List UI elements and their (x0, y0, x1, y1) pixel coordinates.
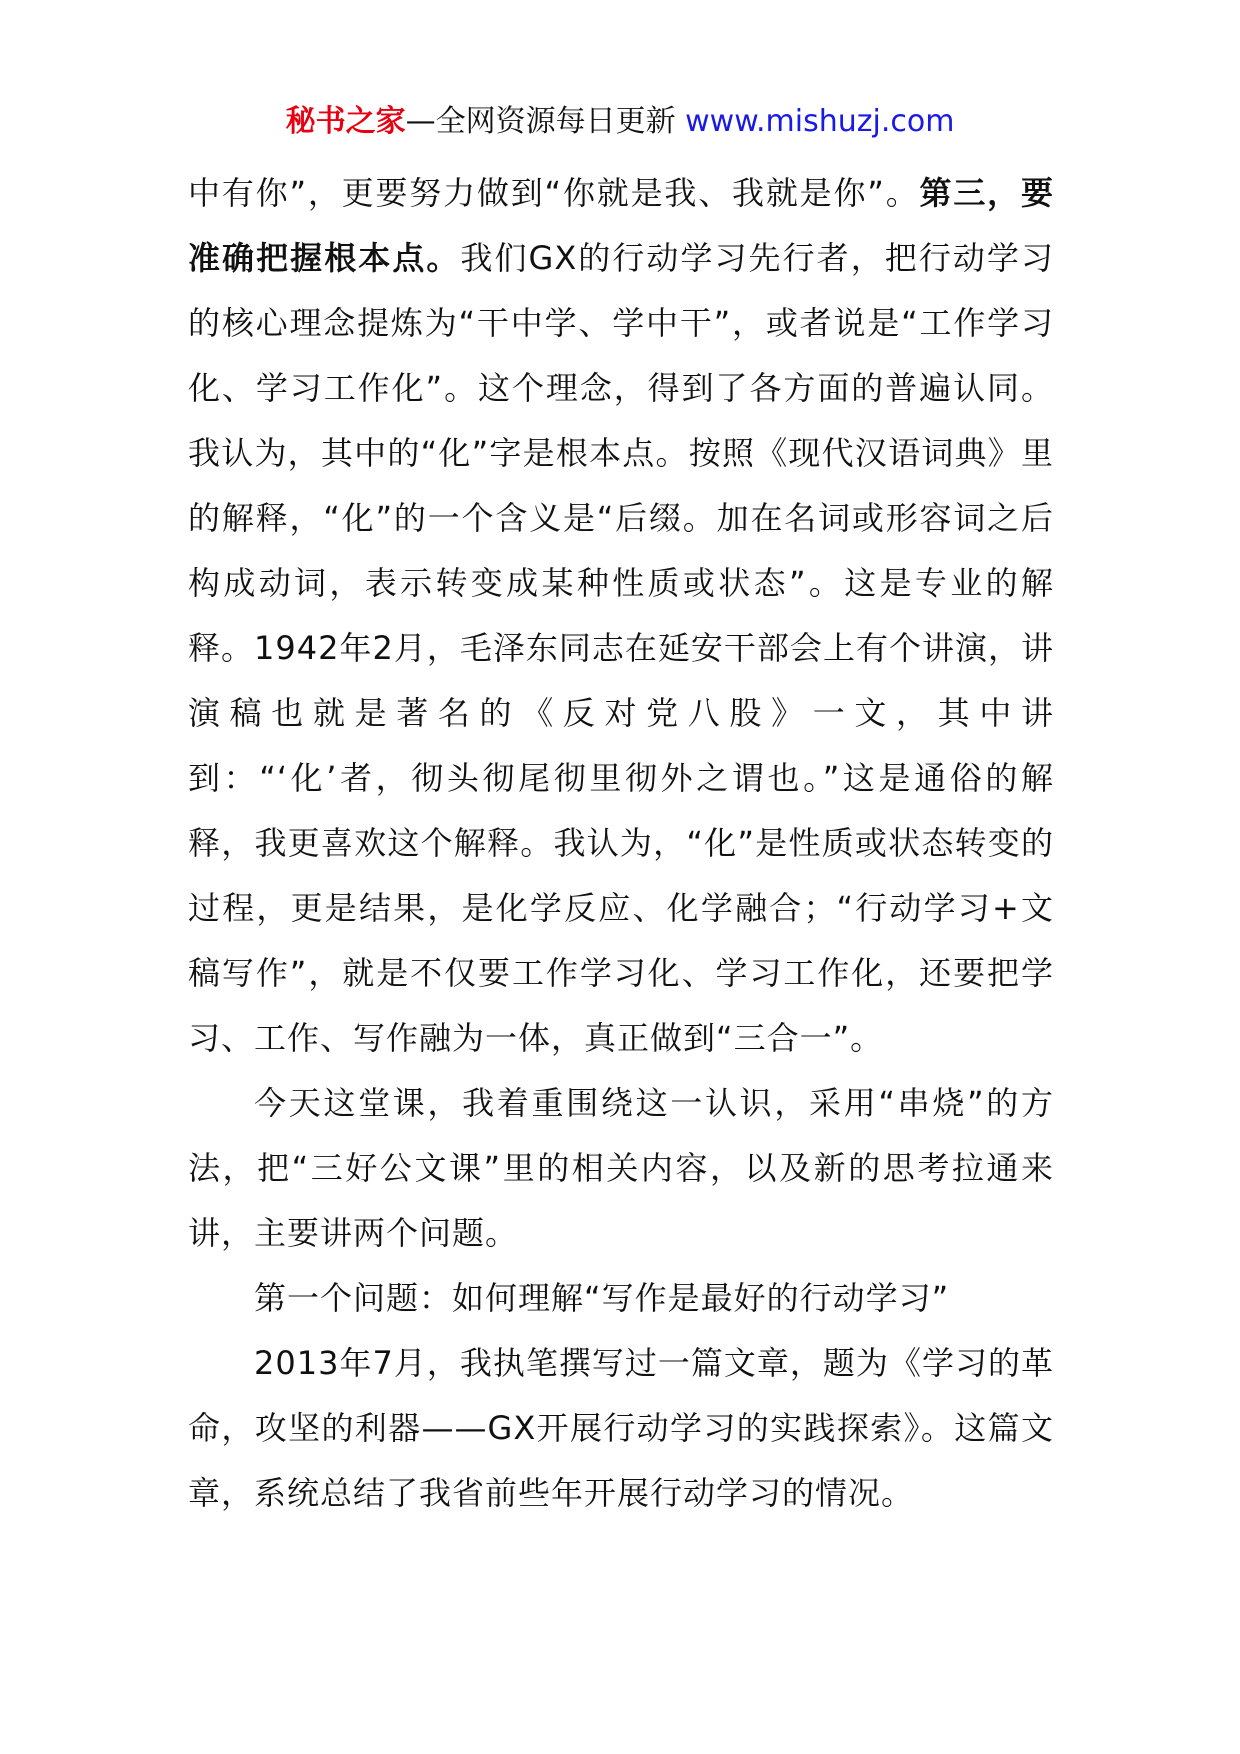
page-header (0, 100, 1240, 144)
paragraph-1-intro: 中有你”，更要努力做到“你就是我、我就是你”。 (188, 174, 920, 212)
document-body (188, 161, 1054, 1526)
header-slogan: —全网资源每日更新 (405, 104, 676, 139)
brand-name: 秘书之家 (285, 104, 406, 139)
paragraph-1-body: 我们GX的行动学习先行者，把行动学习的核心理念提炼为“干中学、学中干”，或者说是“工作学习化、学习工作化”。这个理念，得到了各方面的普遍认同。我认为，其中的“化”字是根本点。按照《现代汉语词典》里的解释，“化”的一个含义是“后缀。加在名词或形容词之后构成动词，表示转变成某种性质或状态”。这是专业的解释。1942年2月，毛泽东同志在延安干部会上有个讲演，讲演稿也就是著名的《反对党八股》一文，其中讲到：“‘化’者，彻头彻尾彻里彻外之谓也。”这是通俗的解释，我更喜欢这个解释。我认为，“化”是性质或状态转变的过程，更是结果，是化学反应、化学融合；“行动学习+文稿写作”，就是不仅要工作学习化、学习工作化，还要把学习、工作、写作融为一体，真正做到“三合一”。 (188, 239, 1054, 1057)
paragraph-2: 今天这堂课，我着重围绕这一认识，采用“串烧”的方法，把“三好公文课”里的相关内容，以及新的思考拉通来讲，主要讲两个问题。 (188, 1084, 1054, 1252)
site-url-link[interactable]: www.mishuzj.com (685, 104, 955, 139)
section-heading-1: 第一个问题：如何理解“写作是最好的行动学习” (254, 1279, 950, 1317)
point-three-heading: 第三，要准确把握根本点。 (188, 174, 1054, 277)
paragraph-1 (188, 161, 1054, 1071)
paragraph-4: 2013年7月，我执笔撰写过一篇文章，题为《学习的革命，攻坚的利器——GX开展行动学习的实践探索》。这篇文章，系统总结了我省前些年开展行动学习的情况。 (188, 1344, 1054, 1512)
